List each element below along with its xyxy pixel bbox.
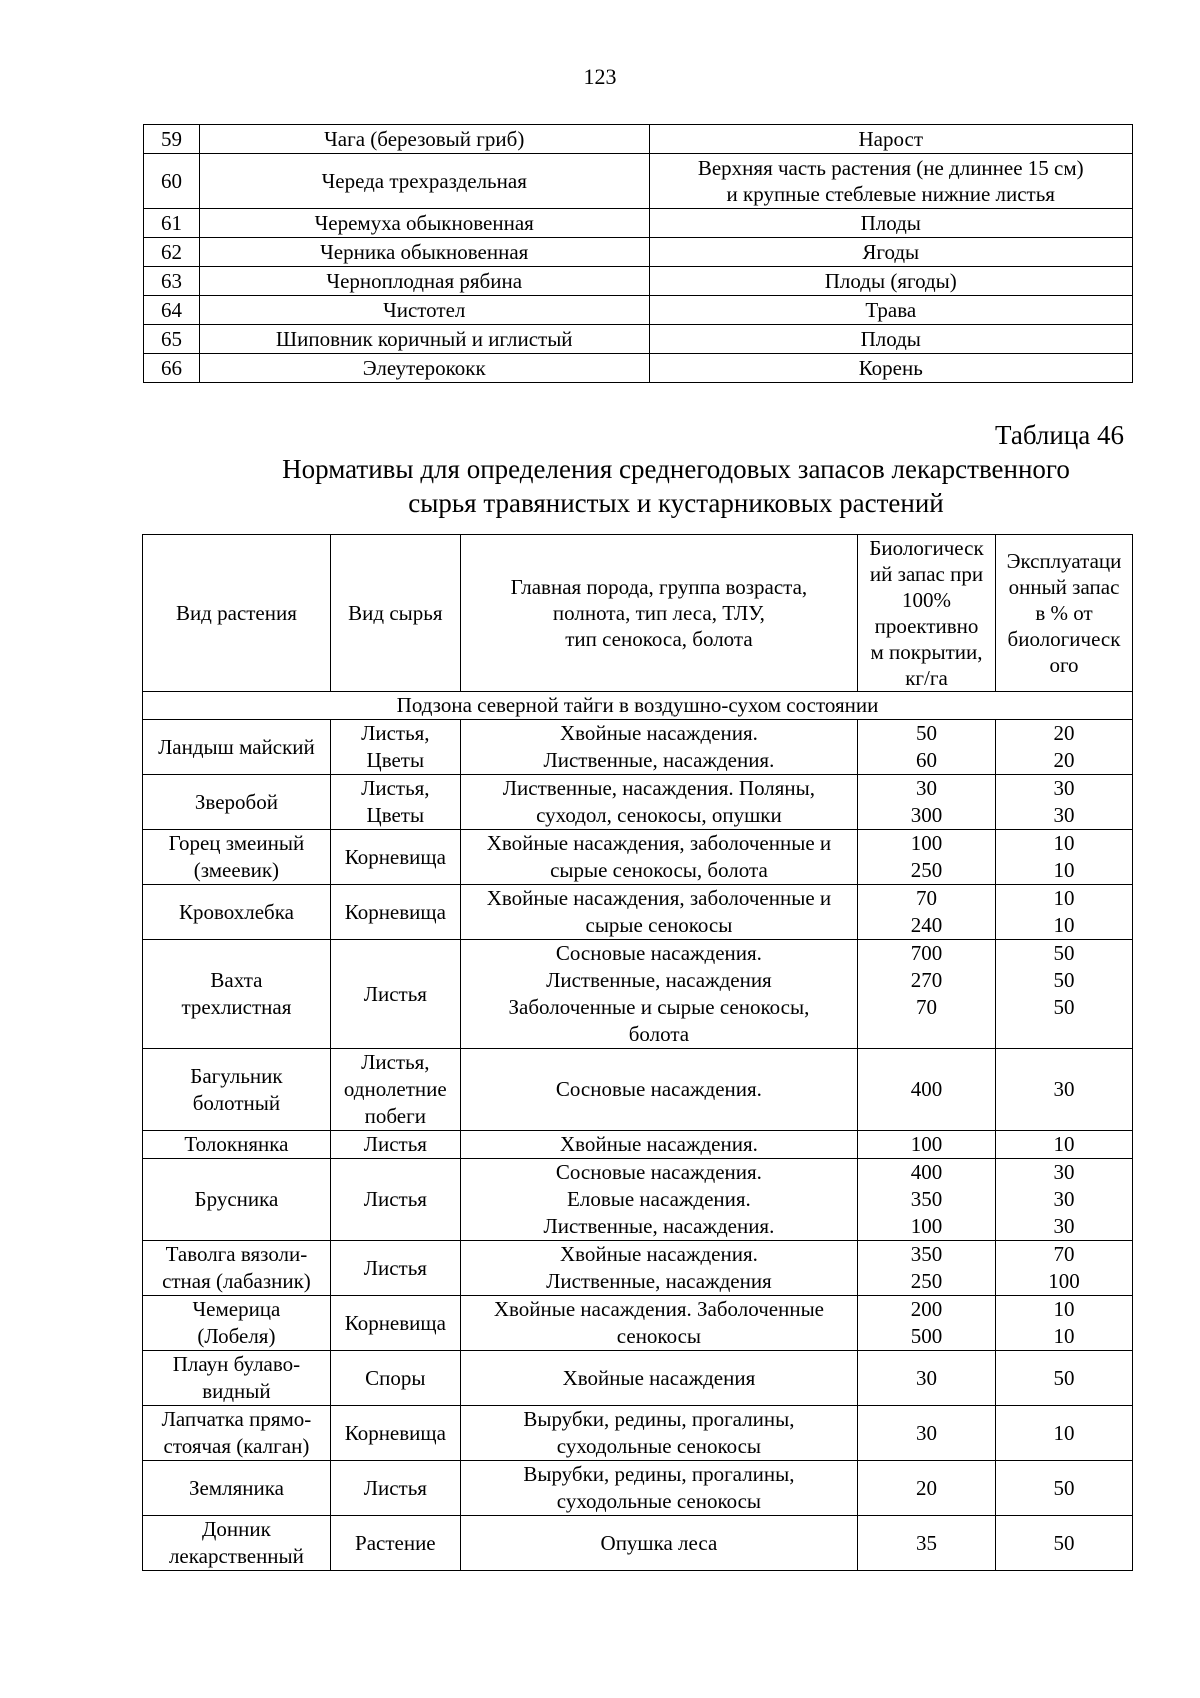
cell-line: 70: [916, 995, 938, 1019]
cell-line: Корневища: [344, 899, 446, 924]
data-row: [143, 1131, 1133, 1159]
forest-type: [460, 1461, 857, 1516]
table-title-line: сырья травянистых и кустарниковых растений: [408, 488, 944, 518]
header-exploitation-reserve: [996, 535, 1133, 692]
header-forest-type: [460, 535, 857, 692]
plant-name: Черника обыкновенная: [199, 238, 649, 267]
raw-material: [649, 209, 1132, 238]
cell-line: 10: [1053, 1297, 1075, 1321]
plant-species: [143, 1351, 331, 1406]
cell-line: 700: [910, 941, 943, 965]
list-row: [144, 267, 1133, 296]
header-line: Эксплуатаци: [1006, 549, 1122, 573]
cell-line: Багульник: [190, 1063, 283, 1088]
exploitation-reserve: [996, 1516, 1133, 1571]
cell-line: 20: [916, 1475, 938, 1500]
cell-line: 30: [1053, 1077, 1075, 1101]
raw-material-type: [330, 940, 460, 1049]
header-line: тип сенокоса, болота: [565, 627, 753, 651]
raw-material-type: [330, 1159, 460, 1241]
cell-line: Лиственные, насаждения. Поляны,: [502, 776, 816, 800]
raw-material: [649, 238, 1132, 267]
data-row: [143, 1241, 1133, 1296]
plant-species: [143, 1241, 331, 1296]
forest-type: [460, 1049, 857, 1131]
cell-line: Верхняя часть растения (не длиннее 15 см): [697, 156, 1084, 180]
forest-type: [460, 830, 857, 885]
table-title: [0, 452, 1200, 520]
cell-line: 50: [1053, 995, 1075, 1019]
raw-material-type: [330, 830, 460, 885]
data-row: [143, 775, 1133, 830]
cell-line: 30: [916, 776, 938, 800]
cell-line: 240: [910, 913, 943, 937]
data-row: [143, 885, 1133, 940]
header-line: Вид сырья: [348, 601, 443, 625]
cell-line: 250: [910, 1269, 943, 1293]
header-line: онный запас: [1008, 575, 1120, 599]
cell-line: Зверобой: [194, 789, 278, 814]
cell-line: 100: [910, 1132, 943, 1156]
header-line: ого: [1049, 653, 1079, 677]
exploitation-reserve: [996, 775, 1133, 830]
raw-material-type: [330, 1049, 460, 1131]
biological-reserve: [858, 1131, 996, 1159]
exploitation-reserve: [996, 1351, 1133, 1406]
cell-line: 350: [910, 1242, 943, 1266]
cell-line: Лиственные, насаждения: [546, 968, 772, 992]
raw-material-type: [330, 720, 460, 775]
cell-line: 10: [1053, 1420, 1075, 1445]
raw-material-type: [330, 775, 460, 830]
row-number: 63: [144, 267, 200, 296]
cell-line: 30: [1053, 776, 1075, 800]
list-row: [144, 354, 1133, 383]
cell-line: 200: [910, 1297, 943, 1321]
cell-line: Споры: [365, 1365, 426, 1390]
cell-line: болота: [628, 1022, 690, 1046]
cell-line: 70: [1053, 1242, 1075, 1266]
plant-species: [143, 1131, 331, 1159]
cell-line: Хвойные насаждения.: [559, 721, 758, 745]
cell-line: 10: [1053, 858, 1075, 882]
cell-line: Хвойные насаждения, заболоченные и: [486, 831, 832, 855]
cell-line: 30: [916, 1365, 938, 1390]
cell-line: Листья,: [361, 1050, 430, 1074]
cell-line: Лиственные, насаждения.: [543, 748, 775, 772]
cell-line: 30: [1053, 1214, 1075, 1238]
cell-line: Цветы: [366, 803, 425, 827]
header-line: проективно: [874, 614, 979, 638]
cell-line: 400: [910, 1077, 943, 1101]
cell-line: 10: [1053, 1324, 1075, 1348]
forest-type: [460, 1131, 857, 1159]
raw-material: [649, 267, 1132, 296]
biological-reserve: [858, 775, 996, 830]
cell-line: 350: [910, 1187, 943, 1211]
cell-line: 250: [910, 858, 943, 882]
cell-line: Ягоды: [862, 240, 920, 264]
plant-species: [143, 1516, 331, 1571]
list-row: [144, 238, 1133, 267]
cell-line: Корневища: [344, 1420, 446, 1445]
cell-line: 10: [1053, 886, 1075, 910]
forest-type: [460, 940, 857, 1049]
exploitation-reserve: [996, 1296, 1133, 1351]
biological-reserve: [858, 1049, 996, 1131]
cell-line: (Лобеля): [197, 1324, 276, 1348]
cell-line: 30: [1053, 1160, 1075, 1184]
data-row: [143, 1159, 1133, 1241]
cell-line: Сосновые насаждения.: [555, 1077, 762, 1101]
data-row: [143, 1296, 1133, 1351]
cell-line: трехлистная: [181, 995, 292, 1019]
data-row: [143, 1461, 1133, 1516]
cell-line: 300: [910, 803, 943, 827]
cell-line: 10: [1053, 1132, 1075, 1156]
exploitation-reserve: [996, 720, 1133, 775]
cell-line: Листья,: [361, 776, 430, 800]
header-plant-type: [143, 535, 331, 692]
cell-line: однолетние: [343, 1077, 447, 1101]
cell-line: видный: [202, 1379, 271, 1403]
row-number: 60: [144, 154, 200, 209]
cell-line: Корневища: [344, 844, 446, 869]
cell-line: Листья: [363, 1187, 427, 1211]
raw-material-type: [330, 1461, 460, 1516]
data-row: [143, 720, 1133, 775]
cell-line: Плоды: [860, 327, 921, 351]
cell-line: Брусника: [194, 1187, 279, 1211]
plant-name: Чага (березовый гриб): [199, 125, 649, 154]
biological-reserve: [858, 1159, 996, 1241]
biological-reserve: [858, 1351, 996, 1406]
plant-species: [143, 830, 331, 885]
data-row: [143, 1516, 1133, 1571]
cell-line: сырые сенокосы, болота: [550, 858, 768, 882]
header-line: м покрытии,: [870, 640, 983, 664]
cell-line: суходольные сенокосы: [556, 1489, 762, 1513]
data-row: [143, 940, 1133, 1049]
header-line: кг/га: [905, 666, 948, 690]
exploitation-reserve: [996, 1241, 1133, 1296]
cell-line: Чемерица: [192, 1297, 281, 1321]
cell-line: Еловые насаждения.: [567, 1187, 751, 1211]
cell-line: 50: [916, 721, 938, 745]
cell-line: Трава: [865, 298, 917, 322]
cell-line: Таволга вязоли-: [165, 1242, 308, 1266]
header-line: Биологическ: [869, 536, 984, 560]
row-number: 64: [144, 296, 200, 325]
cell-line: Опушка леса: [600, 1530, 718, 1555]
raw-material-type: [330, 1296, 460, 1351]
biological-reserve: [858, 1406, 996, 1461]
cell-line: Корневища: [344, 1310, 446, 1335]
cell-line: Листья: [363, 981, 427, 1006]
cell-line: Листья: [363, 1132, 427, 1156]
cell-line: 100: [910, 1214, 943, 1238]
cell-line: 30: [916, 1420, 938, 1445]
list-row: [144, 125, 1133, 154]
cell-line: Цветы: [366, 748, 425, 772]
forest-type: [460, 720, 857, 775]
exploitation-reserve: [996, 1131, 1133, 1159]
exploitation-reserve: [996, 830, 1133, 885]
row-number: 59: [144, 125, 200, 154]
cell-line: суходол, сенокосы, опушки: [536, 803, 782, 827]
plant-species: [143, 1159, 331, 1241]
raw-material: [649, 154, 1132, 209]
cell-line: и крупные стеблевые нижние листья: [726, 182, 1055, 206]
biological-reserve: [858, 720, 996, 775]
list-row: [144, 209, 1133, 238]
header-row: [143, 535, 1133, 692]
plant-species: [143, 885, 331, 940]
cell-line: Ландыш майский: [158, 734, 315, 759]
data-row: [143, 830, 1133, 885]
subzone-row: [143, 692, 1133, 720]
raw-material: [649, 354, 1132, 383]
plant-species: [143, 1296, 331, 1351]
cell-line: Вырубки, редины, прогалины,: [523, 1462, 795, 1486]
subzone-label: Подзона северной тайги в воздушно-сухом состоянии: [143, 692, 1133, 720]
data-row: [143, 1406, 1133, 1461]
plant-species: [143, 1049, 331, 1131]
cell-line: Листья,: [361, 721, 430, 745]
forest-type: [460, 1406, 857, 1461]
header-line: 100%: [902, 588, 952, 612]
plant-species: [143, 940, 331, 1049]
raw-material-type: [330, 885, 460, 940]
list-table-body: [144, 125, 1133, 383]
header-line: в % от: [1035, 601, 1093, 625]
list-row: [144, 325, 1133, 354]
cell-line: 30: [1053, 803, 1075, 827]
header-line: полнота, тип леса, ТЛУ,: [552, 601, 765, 625]
cell-line: Листья: [363, 1255, 427, 1280]
cell-line: Растение: [355, 1530, 436, 1555]
plant-name: Чистотел: [199, 296, 649, 325]
plant-name: Череда трехраздельная: [199, 154, 649, 209]
raw-material-type: [330, 1351, 460, 1406]
cell-line: [862, 1021, 991, 1048]
header-line: Вид растения: [175, 601, 297, 625]
exploitation-reserve: [996, 940, 1133, 1049]
cell-line: 50: [1053, 1365, 1075, 1390]
cell-line: болотный: [192, 1090, 281, 1115]
cell-line: Плаун булаво-: [172, 1352, 301, 1376]
cell-line: Хвойные насаждения.: [559, 1132, 758, 1156]
row-number: 61: [144, 209, 200, 238]
biological-reserve: [858, 1241, 996, 1296]
plant-name: Элеутерококк: [199, 354, 649, 383]
data-row: [143, 1351, 1133, 1406]
data-row: [143, 1049, 1133, 1131]
plant-species: [143, 720, 331, 775]
cell-line: 60: [916, 748, 938, 772]
biological-reserve: [858, 940, 996, 1049]
raw-material: [649, 296, 1132, 325]
exploitation-reserve: [996, 1406, 1133, 1461]
forest-type: [460, 1241, 857, 1296]
header-biological-reserve: [858, 535, 996, 692]
plant-species: [143, 775, 331, 830]
cell-line: Вахта: [210, 968, 263, 992]
plant-species: [143, 1461, 331, 1516]
cell-line: Земляника: [188, 1475, 284, 1500]
exploitation-reserve: [996, 1049, 1133, 1131]
plant-material-list-table: [143, 124, 1133, 383]
cell-line: Хвойные насаждения.: [559, 1242, 758, 1266]
row-number: 62: [144, 238, 200, 267]
exploitation-reserve: [996, 1461, 1133, 1516]
cell-line: Корень: [858, 356, 923, 380]
plant-name: Шиповник коричный и иглистый: [199, 325, 649, 354]
cell-line: 50: [1053, 1475, 1075, 1500]
cell-line: 50: [1053, 1530, 1075, 1555]
cell-line: Плоды: [860, 211, 921, 235]
cell-line: 50: [1053, 968, 1075, 992]
cell-line: Вырубки, редины, прогалины,: [523, 1407, 795, 1431]
cell-line: (змеевик): [193, 858, 280, 882]
cell-line: Заболоченные и сырые сенокосы,: [508, 995, 810, 1019]
row-number: 66: [144, 354, 200, 383]
cell-line: суходольные сенокосы: [556, 1434, 762, 1458]
cell-line: Кровохлебка: [178, 899, 294, 924]
cell-line: Лапчатка прямо-: [161, 1407, 312, 1431]
cell-line: 20: [1053, 721, 1075, 745]
page-number: 123: [583, 64, 617, 89]
list-row: [144, 296, 1133, 325]
cell-line: 70: [916, 886, 938, 910]
forest-type: [460, 1351, 857, 1406]
forest-type: [460, 1516, 857, 1571]
plant-name: Черемуха обыкновенная: [199, 209, 649, 238]
cell-line: Лиственные, насаждения.: [543, 1214, 775, 1238]
cell-line: сырые сенокосы: [585, 913, 733, 937]
header-material-type: [330, 535, 460, 692]
forest-type: [460, 1296, 857, 1351]
raw-material-type: [330, 1241, 460, 1296]
cell-line: сенокосы: [616, 1324, 702, 1348]
cell-line: Лиственные, насаждения: [546, 1269, 772, 1293]
cell-line: побеги: [364, 1104, 426, 1128]
table-title-line: Нормативы для определения среднегодовых запасов лекарственного: [282, 454, 1070, 484]
cell-line: 50: [1053, 941, 1075, 965]
cell-line: 35: [916, 1530, 938, 1555]
cell-line: 500: [910, 1324, 943, 1348]
biological-reserve: [858, 1461, 996, 1516]
cell-line: 20: [1053, 748, 1075, 772]
main-table-body: [143, 720, 1133, 1571]
cell-line: Сосновые насаждения.: [555, 1160, 762, 1184]
cell-line: 10: [1053, 913, 1075, 937]
biological-reserve: [858, 830, 996, 885]
biological-reserve: [858, 1516, 996, 1571]
exploitation-reserve: [996, 885, 1133, 940]
forest-type: [460, 775, 857, 830]
biological-reserve: [858, 1296, 996, 1351]
forest-type: [460, 885, 857, 940]
header-line: Главная порода, группа возраста,: [510, 575, 808, 599]
raw-material: [649, 125, 1132, 154]
cell-line: 400: [910, 1160, 943, 1184]
cell-line: лекарственный: [168, 1544, 304, 1568]
row-number: 65: [144, 325, 200, 354]
cell-line: Нарост: [858, 127, 924, 151]
cell-line: 10: [1053, 831, 1075, 855]
plant-species: [143, 1406, 331, 1461]
biological-reserve: [858, 885, 996, 940]
cell-line: Хвойные насаждения. Заболоченные: [493, 1297, 825, 1321]
cell-line: Горец змеиный: [168, 831, 305, 855]
cell-line: 270: [910, 968, 943, 992]
cell-line: 100: [910, 831, 943, 855]
reserves-norms-table: [142, 534, 1133, 1571]
cell-line: стоячая (калган): [163, 1434, 310, 1458]
plant-name: Черноплодная рябина: [199, 267, 649, 296]
raw-material-type: [330, 1131, 460, 1159]
forest-type: [460, 1159, 857, 1241]
header-line: ий запас при: [869, 562, 984, 586]
cell-line: 100: [1048, 1269, 1080, 1293]
cell-line: [1000, 1021, 1128, 1048]
table-number-label: Таблица 46: [995, 420, 1124, 450]
raw-material: [649, 325, 1132, 354]
cell-line: Хвойные насаждения: [562, 1365, 756, 1390]
raw-material-type: [330, 1406, 460, 1461]
cell-line: Хвойные насаждения, заболоченные и: [486, 886, 832, 910]
raw-material-type: [330, 1516, 460, 1571]
cell-line: Донник: [202, 1517, 271, 1541]
header-line: биологическ: [1007, 627, 1121, 651]
cell-line: стная (лабазник): [162, 1269, 311, 1293]
list-row: [144, 154, 1133, 209]
cell-line: Плоды (ягоды): [824, 269, 957, 293]
cell-line: Сосновые насаждения.: [555, 941, 762, 965]
cell-line: Листья: [363, 1475, 427, 1500]
cell-line: 30: [1053, 1187, 1075, 1211]
exploitation-reserve: [996, 1159, 1133, 1241]
cell-line: Толокнянка: [184, 1132, 289, 1156]
